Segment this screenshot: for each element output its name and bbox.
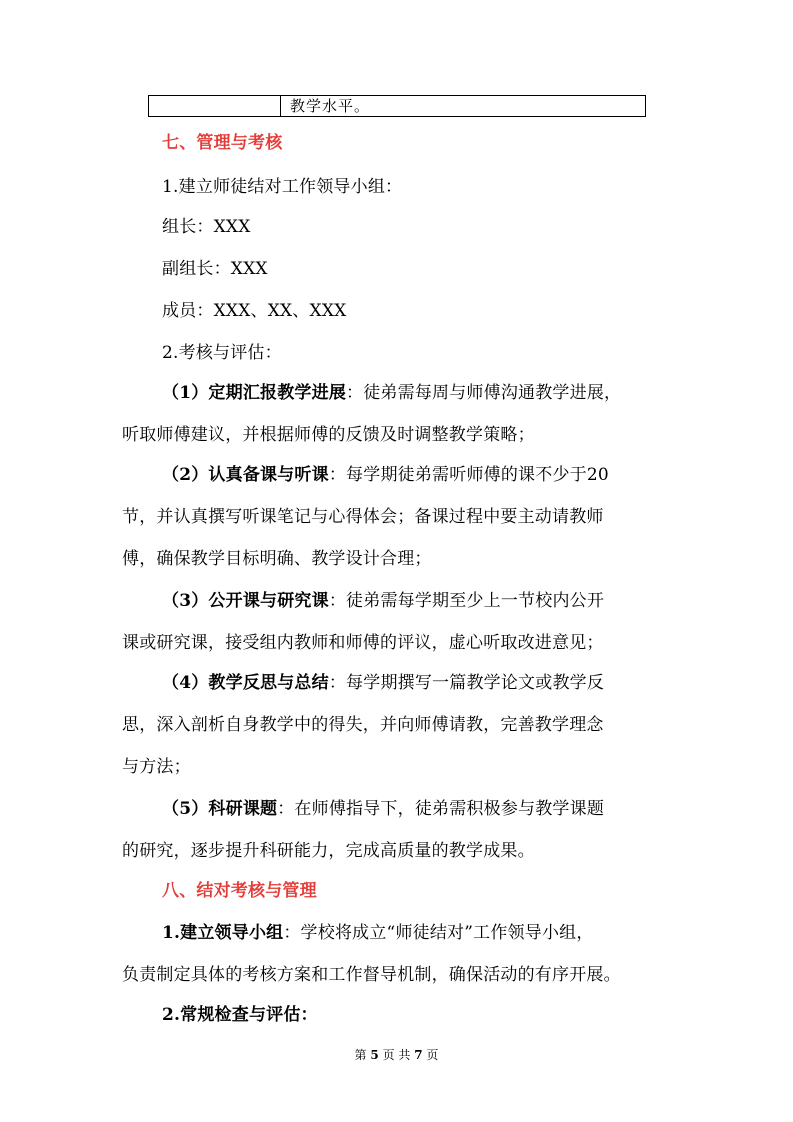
paragraph-4-line-3: 与方法；: [122, 757, 191, 777]
deputy-line: 副组长：XXX: [162, 259, 268, 279]
paragraph-2-label: （2）认真备课与听课: [162, 465, 329, 485]
paragraph-4-line-1: （4）教学反思与总结：每学期撰写一篇教学论文或教学反: [162, 673, 605, 693]
paragraph-1-label: （1）定期汇报教学进展: [162, 383, 347, 403]
item-1: 1.建立师徒结对工作领导小组：: [162, 177, 403, 197]
paragraph-3-line-1: （3）公开课与研究课：徒弟需每学期至少上一节校内公开: [162, 591, 605, 611]
table-cell-text: 教学水平。: [290, 97, 371, 115]
table-cell-empty: [149, 96, 281, 116]
paragraph-5-line-1: （5）科研课题：在师傅指导下，徒弟需积极参与教学课题: [162, 799, 605, 819]
paragraph-3-line-2: 课或研究课，接受组内教师和师傅的评议，虚心听取改进意见；: [122, 633, 604, 653]
section-heading-7: 七、管理与考核: [162, 133, 283, 153]
paragraph-4-label: （4）教学反思与总结: [162, 673, 329, 693]
table-fragment: [148, 95, 646, 117]
item-2: 2.考核与评估：: [162, 343, 282, 363]
current-page-number: 5: [370, 1048, 379, 1062]
item-8-2: 2.常规检查与评估：: [162, 1005, 318, 1025]
item-8-1-line-1: 1.建立领导小组：学校将成立“师徒结对”工作领导小组，: [162, 923, 594, 943]
paragraph-4-line-2: 思，深入剖析自身教学中的得失，并向师傅请教，完善教学理念: [122, 715, 604, 735]
paragraph-1-line-2: 听取师傅建议，并根据师傅的反馈及时调整教学策略；: [122, 425, 535, 445]
paragraph-3-label: （3）公开课与研究课: [162, 591, 329, 611]
paragraph-2-line-1: （2）认真备课与听课：每学期徒弟需听师傅的课不少于20: [162, 465, 609, 485]
paragraph-2-line-3: 傅，确保教学目标明确、教学设计合理；: [122, 549, 432, 569]
paragraph-5-line-2: 的研究，逐步提升科研能力，完成高质量的教学成果。: [122, 841, 535, 861]
paragraph-5-label: （5）科研课题: [162, 799, 278, 819]
section-heading-8: 八、结对考核与管理: [162, 881, 317, 901]
paragraph-1-line-1: （1）定期汇报教学进展：徒弟需每周与师傅沟通教学进展，: [162, 383, 622, 403]
item-8-1-line-2: 负责制定具体的考核方案和工作督导机制，确保活动的有序开展。: [122, 965, 621, 985]
total-page-number: 7: [414, 1048, 423, 1062]
members-line: 成员：XXX、XX、XXX: [162, 301, 347, 321]
paragraph-2-line-2: 节，并认真撰写听课笔记与心得体会；备课过程中要主动请教师: [122, 507, 604, 527]
leader-line: 组长：XXX: [162, 217, 251, 237]
page-footer: 第 5 页 共 7 页: [354, 1048, 439, 1062]
item-8-1-label: 1.建立领导小组: [162, 923, 284, 943]
